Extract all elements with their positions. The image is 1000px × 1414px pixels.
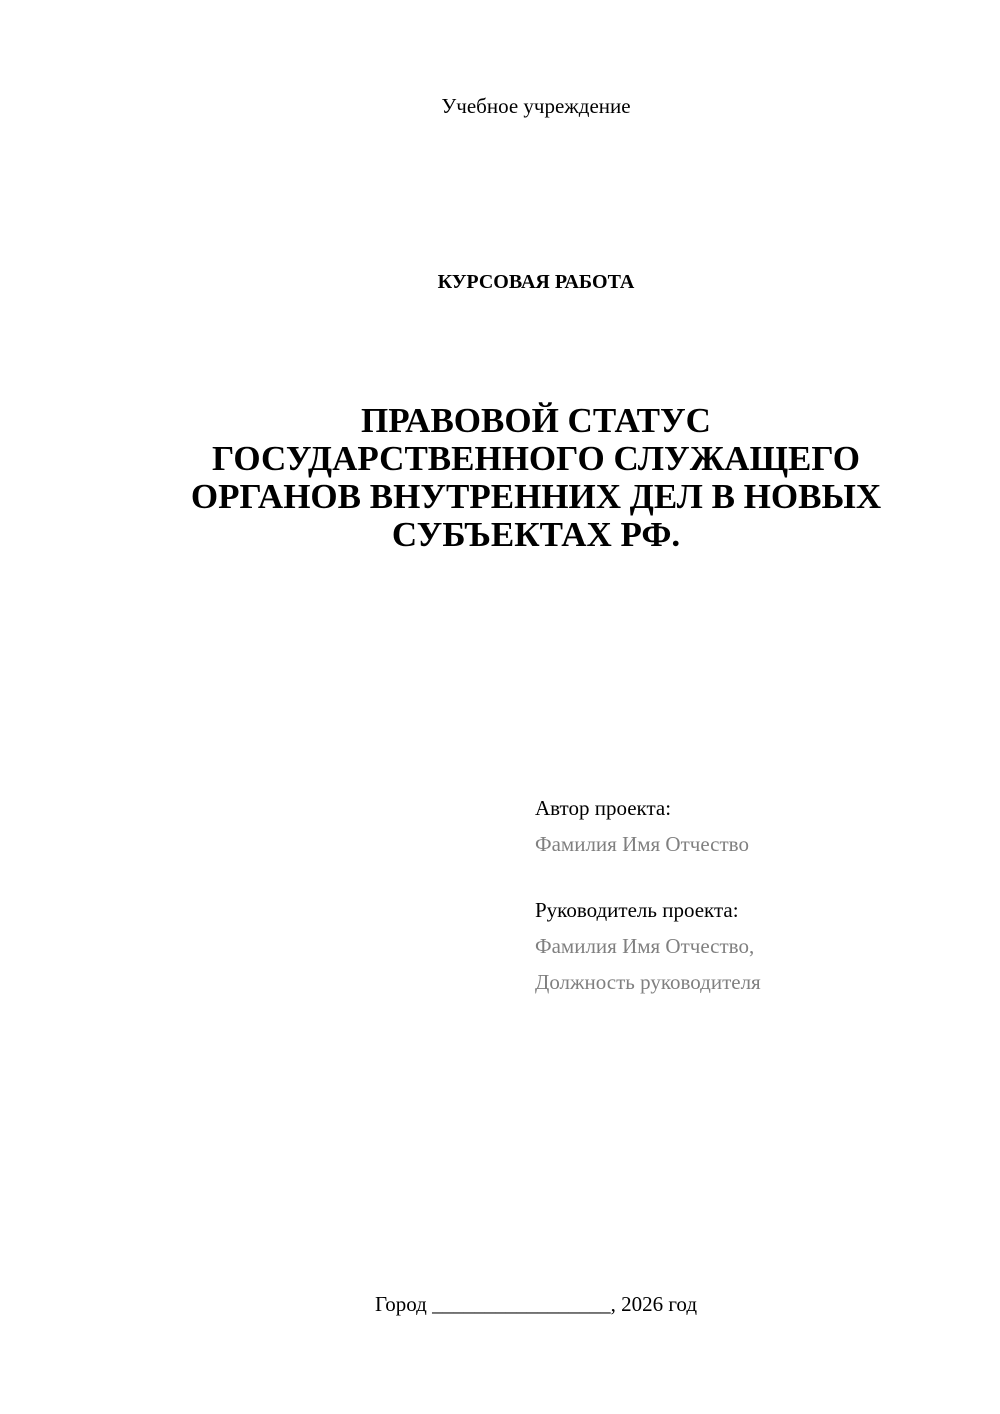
spacer [535, 862, 975, 892]
title-line-4: СУБЪЕКТАХ РФ. [391, 515, 681, 554]
author-label: Автор проекта: [535, 796, 672, 820]
city-year-line: Город _________________, 2026 год [374, 1292, 698, 1316]
supervisor-name: Фамилия Имя Отчество, [535, 934, 755, 958]
supervisor-position: Должность руководителя [535, 970, 761, 994]
supervisor-label: Руководитель проекта: [535, 898, 739, 922]
title-line-2: ГОСУДАРСТВЕННОГО СЛУЖАЩЕГО [212, 439, 860, 478]
document-title [100, 402, 972, 554]
author-name: Фамилия Имя Отчество [535, 832, 749, 856]
title-line-3: ОРГАНОВ ВНУТРЕННИХ ДЕЛ В НОВЫХ [190, 477, 882, 516]
people-block [535, 790, 975, 1000]
institution-name: Учебное учреждение [441, 94, 631, 118]
work-type: КУРСОВАЯ РАБОТА [437, 271, 635, 293]
title-line-1: ПРАВОВОЙ СТАТУС [361, 401, 711, 440]
